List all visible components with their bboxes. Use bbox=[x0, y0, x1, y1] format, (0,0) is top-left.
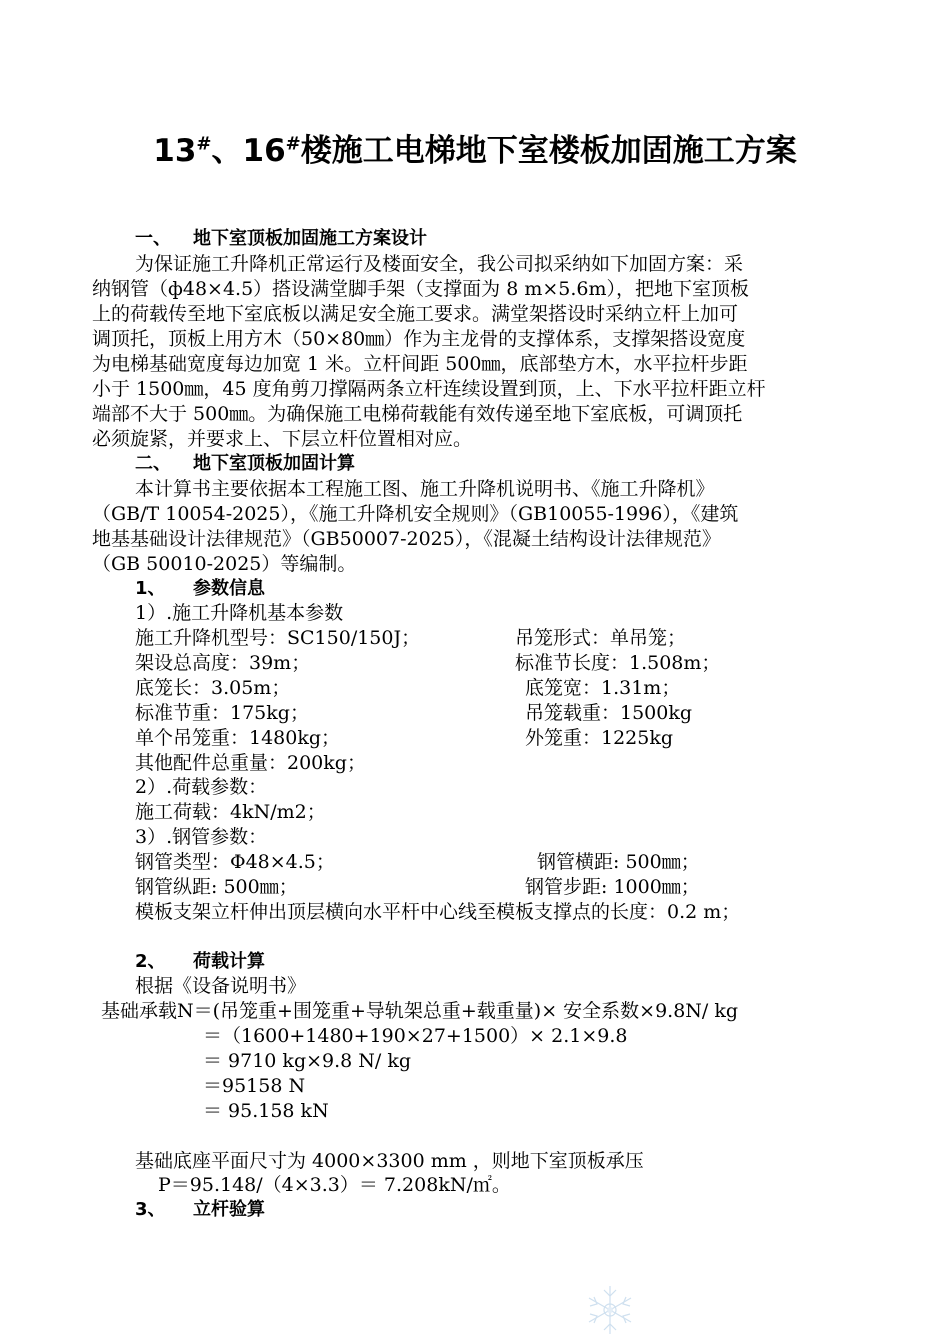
paragraph-line: 必须旋紧，并要求上、下层立杆位置相对应。 bbox=[92, 428, 473, 450]
calc-line: ＝（1600+1480+190×27+1500）× 2.1×9.8 bbox=[203, 1025, 628, 1047]
param-row: 施工荷载：4kN/m2； bbox=[135, 801, 326, 823]
page-title: 13#、16#楼施工电梯地下室楼板加固施工方案 bbox=[153, 133, 797, 169]
param-row: 底笼长：3.05m； bbox=[135, 677, 291, 699]
paragraph-line: 小于 1500㎜，45 度角剪刀撑隔两条立杆连续设置到顶，上、下水平拉杆距立杆 bbox=[92, 378, 766, 400]
paragraph-line: 端部不大于 500㎜。为确保施工电梯荷载能有效传递至地下室底板，可调顶托 bbox=[92, 403, 743, 425]
paragraph-line: 本计算书主要依据本工程施工图、施工升降机说明书、《施工升降机》 bbox=[135, 478, 715, 500]
calc-line: 基础承载N＝(吊笼重+围笼重+导轨架总重+载重量)× 安全系数×9.8N/ kg bbox=[101, 1000, 739, 1022]
calc-line: P＝95.148/（4×3.3）＝ 7.208kN/㎡。 bbox=[158, 1174, 511, 1196]
param-row: 钢管类型：Φ48×4.5； bbox=[135, 851, 335, 873]
param-heading: 3）.钢管参数： bbox=[135, 826, 268, 848]
section-heading-2: 二、 地下室顶板加固计算 bbox=[135, 453, 355, 474]
param-row: 单个吊笼重：1480kg； bbox=[135, 727, 341, 749]
param-heading: 2）.荷载参数： bbox=[135, 776, 268, 798]
param-row-right: 吊笼载重：1500kg bbox=[525, 702, 693, 724]
param-row: 模板支架立杆伸出顶层横向水平杆中心线至模板支撑点的长度：0.2 m； bbox=[135, 901, 741, 923]
param-row: 施工升降机型号：SC150/150J； bbox=[135, 627, 421, 649]
paragraph-line: （GB/T 10054-2025），《施工升降机安全规则》（GB10055-1996），《建筑 bbox=[92, 503, 739, 525]
paragraph-line: （GB 50010-2025）等编制。 bbox=[92, 553, 357, 575]
calc-line: 基础底座平面尺寸为 4000×3300 mm ，则地下室顶板承压 bbox=[135, 1150, 644, 1172]
param-row: 架设总高度：39m； bbox=[135, 652, 311, 674]
subsection-heading-3: 3、 立杆验算 bbox=[135, 1199, 265, 1220]
paragraph-line: 为电梯基础宽度每边加宽 1 米。立杆间距 500㎜，底部垫方木，水平拉杆步距 bbox=[92, 353, 748, 375]
calc-line: ＝95158 N bbox=[203, 1075, 306, 1097]
subsection-heading-1: 1、 参数信息 bbox=[135, 578, 265, 599]
param-row: 其他配件总重量：200kg； bbox=[135, 752, 366, 774]
snowflake-watermark-icon bbox=[582, 1284, 638, 1336]
param-row-right: 外笼重：1225kg bbox=[525, 727, 674, 749]
param-row: 钢管纵距: 500㎜； bbox=[135, 876, 298, 898]
paragraph-line: 纳钢管（ф48×4.5）搭设满堂脚手架（支撑面为 8 m×5.6m），把地下室顶板 bbox=[92, 278, 750, 300]
param-row: 标准节重：175kg； bbox=[135, 702, 309, 724]
calc-line: ＝ 95.158 kN bbox=[203, 1100, 329, 1122]
param-heading: 1）.施工升降机基本参数 bbox=[135, 602, 344, 624]
param-row-right: 钢管横距: 500㎜； bbox=[537, 851, 700, 873]
param-row-right: 吊笼形式：单吊笼； bbox=[515, 627, 687, 649]
param-row-right: 底笼宽：1.31m； bbox=[525, 677, 681, 699]
paragraph-line: 调顶托，顶板上用方木（50×80㎜）作为主龙骨的支撑体系，支撑架搭设宽度 bbox=[92, 328, 746, 350]
param-row-right: 钢管步距: 1000㎜； bbox=[525, 876, 700, 898]
paragraph-line: 地基基础设计法律规范》（GB50007-2025），《混凝土结构设计法律规范》 bbox=[92, 528, 721, 550]
paragraph-line: 为保证施工升降机正常运行及楼面安全，我公司拟采纳如下加固方案：采 bbox=[135, 253, 744, 275]
param-row-right: 标准节长度：1.508m； bbox=[515, 652, 721, 674]
subsection-heading-2: 2、 荷载计算 bbox=[135, 951, 265, 972]
section-heading-1: 一、 地下室顶板加固施工方案设计 bbox=[135, 228, 427, 249]
calc-line: 根据《设备说明书》 bbox=[135, 975, 307, 997]
calc-line: ＝ 9710 kg×9.8 N/ kg bbox=[203, 1050, 412, 1072]
paragraph-line: 上的荷载传至地下室底板以满足安全施工要求。满堂架搭设时采纳立杆上加可 bbox=[92, 303, 739, 325]
